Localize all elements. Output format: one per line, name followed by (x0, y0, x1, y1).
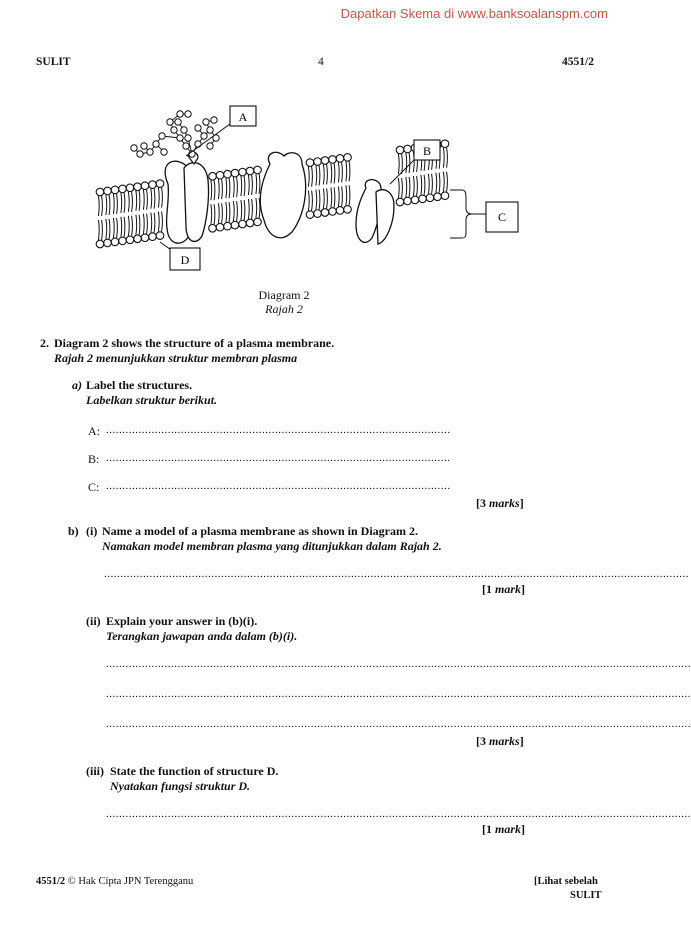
marks-b-iii: [1 mark] (482, 822, 526, 836)
marks-b-i: [1 mark] (482, 582, 526, 596)
label-B: B (422, 144, 432, 158)
caption-en: Diagram 2 (258, 288, 310, 302)
part-b-ii-text-ms: Terangkan jawapan anda dalam (b)(i). (106, 629, 298, 643)
integral-protein-center (260, 152, 305, 237)
brace-C (450, 190, 472, 238)
header-sulit: SULIT (36, 56, 71, 68)
part-b-iii-text-ms: Nyatakan fungsi struktur D. (110, 779, 251, 793)
protein-B-2 (376, 190, 394, 244)
answer-label-C: C: (88, 480, 100, 494)
answer-label-B: B: (88, 452, 100, 466)
question-stem-ms: Rajah 2 menunjukkan struktur membran plasma (54, 351, 298, 365)
part-b-iii-label: (iii) (86, 764, 104, 778)
part-a-label: a) (72, 378, 82, 392)
part-b-ii-text-en: Explain your answer in (b)(i). (106, 614, 258, 628)
question-number: 2. (40, 336, 49, 350)
part-a-text-en: Label the structures. (86, 378, 193, 392)
part-b-ii-label: (ii) (86, 614, 101, 628)
answer-label-A: A: (88, 424, 100, 438)
footer-next-page: [Lihat sebelah (534, 876, 598, 887)
answer-line-b-ii-3[interactable]: .................................................................................................................................................................................... (106, 718, 691, 730)
part-b-i-text-en: Name a model of a plasma membrane as shown in Diagram 2. (102, 524, 418, 538)
footer-copyright: 4551/2 © Hak Cipta JPN Terengganu (36, 876, 194, 887)
part-b-i-label: (i) (86, 524, 98, 538)
page-number: 4 (318, 56, 324, 68)
watermark-link[interactable]: Dapatkan Skema di www.banksoalanspm.com (340, 6, 608, 21)
question-stem-en: Diagram 2 shows the structure of a plasma membrane. (54, 336, 335, 350)
answer-line-B[interactable]: .......................................................................................................... (106, 452, 451, 464)
plasma-membrane-diagram (80, 96, 530, 281)
answer-line-A[interactable]: .......................................................................................................... (106, 424, 451, 436)
part-b-label: b) (68, 524, 79, 538)
part-b-i-text-ms: Namakan model membran plasma yang ditunjukkan dalam Rajah 2. (102, 539, 442, 553)
part-b-iii-text-en: State the function of structure D. (110, 764, 279, 778)
part-a-text-ms: Labelkan struktur berikut. (86, 393, 218, 407)
integral-protein-left-2 (184, 163, 209, 242)
label-A: A (238, 110, 248, 124)
carbohydrate-chain (131, 111, 219, 157)
answer-line-b-i[interactable]: .................................................................................................................................................................................... (104, 568, 689, 580)
paper-code: 4551/2 (562, 56, 594, 68)
marks-a: [3 marks] (476, 496, 524, 510)
answer-line-b-iii[interactable]: .................................................................................................................................................................................... (106, 808, 691, 820)
label-C: C (497, 210, 507, 224)
answer-line-b-ii-2[interactable]: .................................................................................................................................................................................... (106, 688, 691, 700)
answer-line-b-ii-1[interactable]: .................................................................................................................................................................................... (106, 658, 691, 670)
footer-sulit: SULIT (570, 890, 602, 901)
caption-ms: Rajah 2 (265, 302, 303, 316)
marks-b-ii: [3 marks] (476, 734, 524, 748)
answer-line-C[interactable]: .......................................................................................................... (106, 480, 451, 492)
label-D: D (180, 253, 190, 267)
